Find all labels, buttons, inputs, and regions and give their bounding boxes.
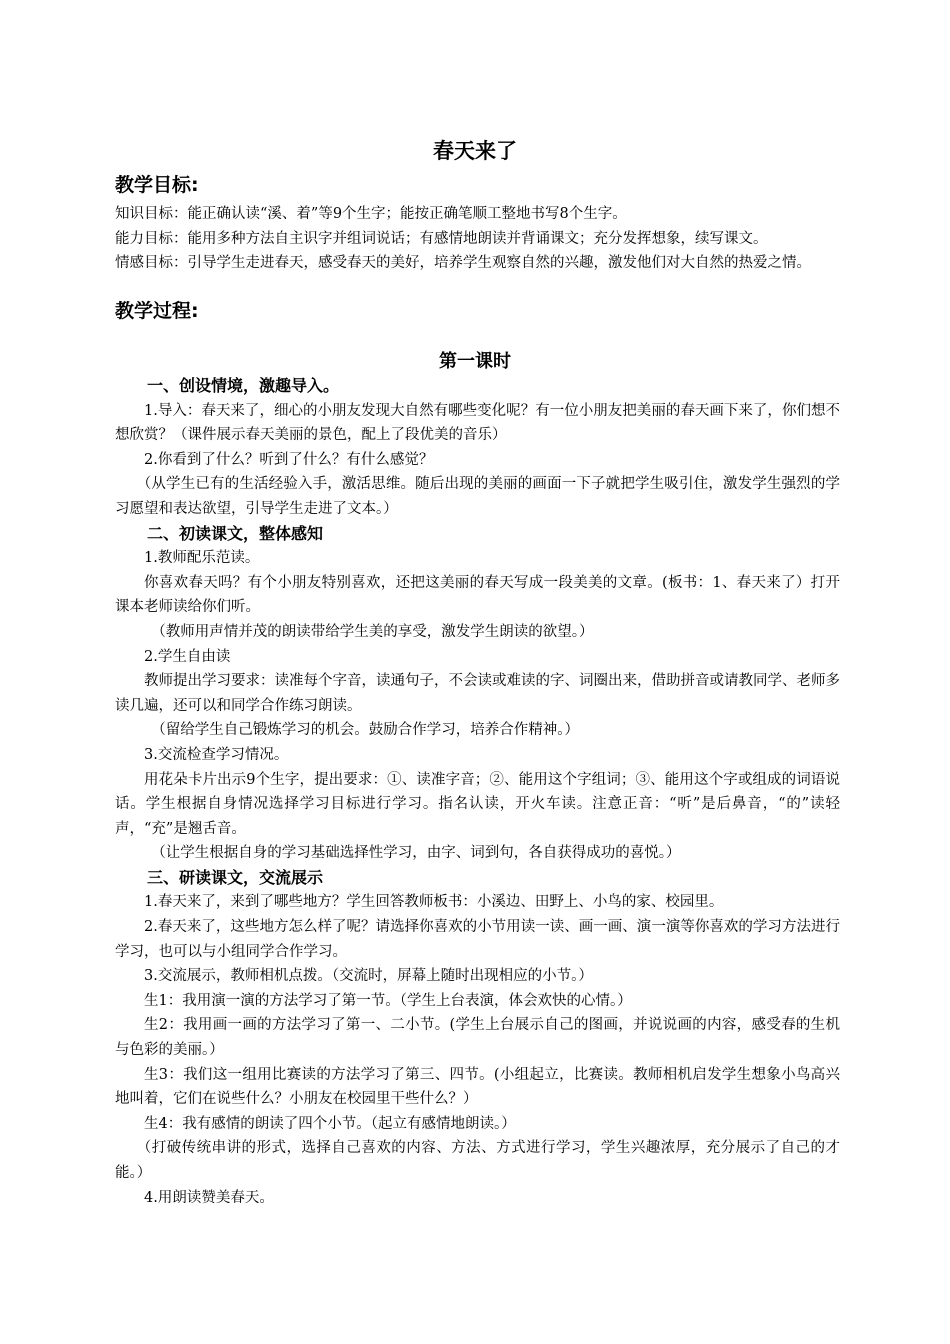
paragraph: 2.春天来了，这些地方怎么样了呢？请选择你喜欢的小节用读一读、画一画、演一演等你喜欢的学习方法进行学习，也可以与小组同学合作学习。 [115, 919, 840, 960]
section-heading-3: 三、研读课文，交流展示 [147, 867, 324, 887]
process-heading: 教学过程: [115, 300, 199, 322]
goal-ability: 能力目标：能用多种方法自主识字并组词说话；有感情地朗读并背诵课文；充分发挥想象，续写课文。 [115, 230, 768, 247]
paragraph: 教师提出学习要求：读准每个字音，读通句子，不会读或难读的字、词圈出来，借助拼音或请教同学、老师多读几遍，还可以和同学合作练习朗读。 [115, 673, 840, 714]
lesson-body [115, 374, 840, 1210]
goal-emotion: 情感目标：引导学生走进春天，感受春天的美好，培养学生观察自然的兴趣，激发他们对大自然的热爱之情。 [115, 255, 811, 272]
lesson-title: 第一课时 [439, 351, 511, 372]
section-heading-2: 二、初读课文，整体感知 [147, 523, 324, 543]
paragraph: 生1：我用演一演的方法学习了第一节。（学生上台表演，体会欢快的心情。） [144, 992, 632, 1009]
paragraph: 生4：我有感情的朗读了四个小节。（起立有感情地朗读。） [144, 1115, 516, 1132]
paragraph: 2.你看到了什么？听到了什么？有什么感觉？ [144, 451, 434, 468]
paragraph: （留给学生自己锻炼学习的机会。鼓励合作学习，培养合作精神。） [151, 722, 579, 739]
paragraph: 2.学生自由读 [144, 648, 231, 665]
goals-block [115, 202, 840, 276]
paragraph: 3.交流展示，教师相机点拨。（交流时，屏幕上随时出现相应的小节。） [144, 968, 593, 985]
paragraph: 1.教师配乐范读。 [144, 550, 260, 567]
paragraph: （从学生已有的生活经验入手，激活思维。随后出现的美丽的画面一下子就把学生吸引住，激发学生强烈的学习愿望和表达欲望，引导学生走进了文本。） [115, 476, 840, 517]
paragraph: （教师用声情并茂的朗读带给学生美的享受，激发学生朗读的欲望。） [151, 623, 594, 640]
paragraph: （让学生根据自身的学习基础选择性学习，由字、词到句，各自获得成功的喜悦。） [151, 845, 681, 862]
section-heading-1: 一、创设情境，激趣导入。 [147, 376, 340, 395]
goals-heading: 教学目标: [115, 174, 199, 196]
paragraph: 1.导入：春天来了，细心的小朋友发现大自然有哪些变化呢？有一位小朋友把美丽的春天画下来了，你们想不想欣赏？（课件展示春天美丽的景色，配上了段优美的音乐） [115, 402, 840, 444]
paragraph: 用花朵卡片出示9个生字，提出要求：①、读准字音；②、能用这个字组词；③、能用这个字或组成的词语说话。学生根据自身情况选择学习目标进行学习。指名认读，开火车读。注意正音：“听”是后鼻音，“的”读轻声，“充”是翘舌音。 [115, 771, 840, 837]
paragraph: 3.交流检查学习情况。 [144, 746, 289, 763]
paragraph: 你喜欢春天吗？有个小朋友特别喜欢，还把这美丽的春天写成一段美美的文章。(板书：1、春天来了）打开课本老师读给你们听。 [115, 574, 840, 616]
paragraph: 生3：我们这一组用比赛读的方法学习了第三、四节。(小组起立，比赛读。教师相机启发学生想象小鸟高兴地叫着，它们在说些什么？小朋友在校园里干些什么？） [115, 1066, 840, 1108]
paragraph: 生2：我用画一画的方法学习了第一、二小节。(学生上台展示自己的图画，并说说画的内容，感受春的生机与色彩的美丽。） [115, 1017, 840, 1059]
paragraph: 4.用朗读赞美春天。 [144, 1189, 274, 1206]
paragraph: 1.春天来了，来到了哪些地方？学生回答教师板书：小溪边、田野上、小鸟的家、校园里。 [144, 894, 724, 911]
goal-knowledge: 知识目标：能正确认读“溪、着”等9个生字；能按正确笔顺工整地书写8个生字。 [115, 206, 627, 222]
paragraph: （打破传统串讲的形式，选择自己喜欢的内容、方法、方式进行学习，学生兴趣浓厚，充分展示了自己的才能。） [115, 1140, 840, 1181]
document-title: 春天来了 [433, 139, 517, 163]
